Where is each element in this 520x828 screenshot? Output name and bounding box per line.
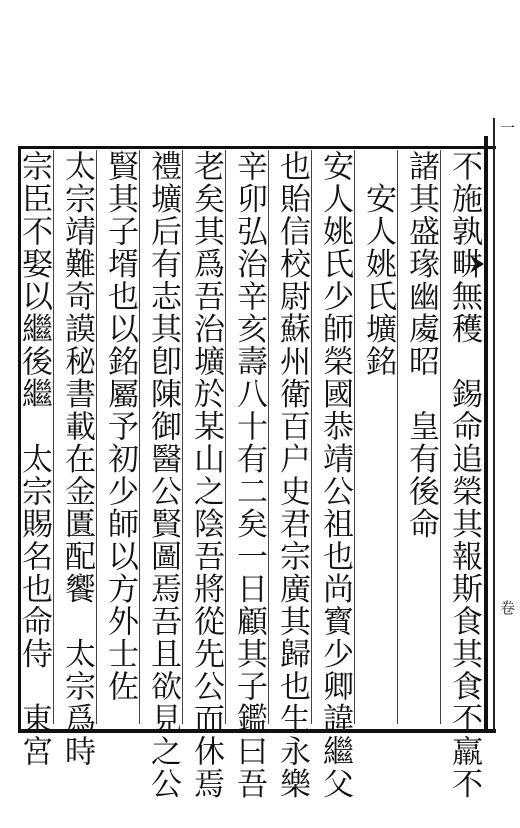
fore-edge-rule — [493, 118, 495, 730]
text-column-9: 賢其子壻也以銘屬予初少師以方外士佐 — [102, 150, 138, 703]
text-column-8: 禮壙后有志其卽陳御醫公賢圖焉吾且欲見之公 — [145, 150, 181, 800]
text-column-3-heading: 安人姚氏壙銘 — [360, 150, 396, 378]
text-column-6: 辛卯弘治辛亥壽八十有二矣一日顧其子鑑曰吾 — [231, 150, 267, 800]
margin-label-top: 一 — [498, 120, 516, 135]
text-column-5: 也貽信校尉蘇州衛百户史君宗廣其歸也生永樂 — [274, 150, 310, 800]
text-column-1: 不施孰畊無穫 錫命追榮其報斯食其食不羸不 — [446, 150, 482, 800]
text-column-4: 安人姚氏少師榮國恭靖公祖也尚寳少卿諱繼父 — [317, 150, 353, 800]
text-column-7: 老矣其爲吾治壙於某山之陰吾將從先公而休焉 — [188, 150, 224, 800]
text-column-10: 太宗靖難奇謨秘書載在金匱配饗 太宗爲時 — [59, 150, 95, 768]
margin-label-bottom: 卷 — [498, 600, 516, 615]
text-column-2: 諸其盛瑑幽䖏昭 皇有後命 — [403, 150, 439, 540]
text-column-11: 宗臣不娶以繼後繼 太宗賜名也命侍 東宮 — [16, 150, 52, 768]
right-border-rule — [484, 136, 488, 730]
